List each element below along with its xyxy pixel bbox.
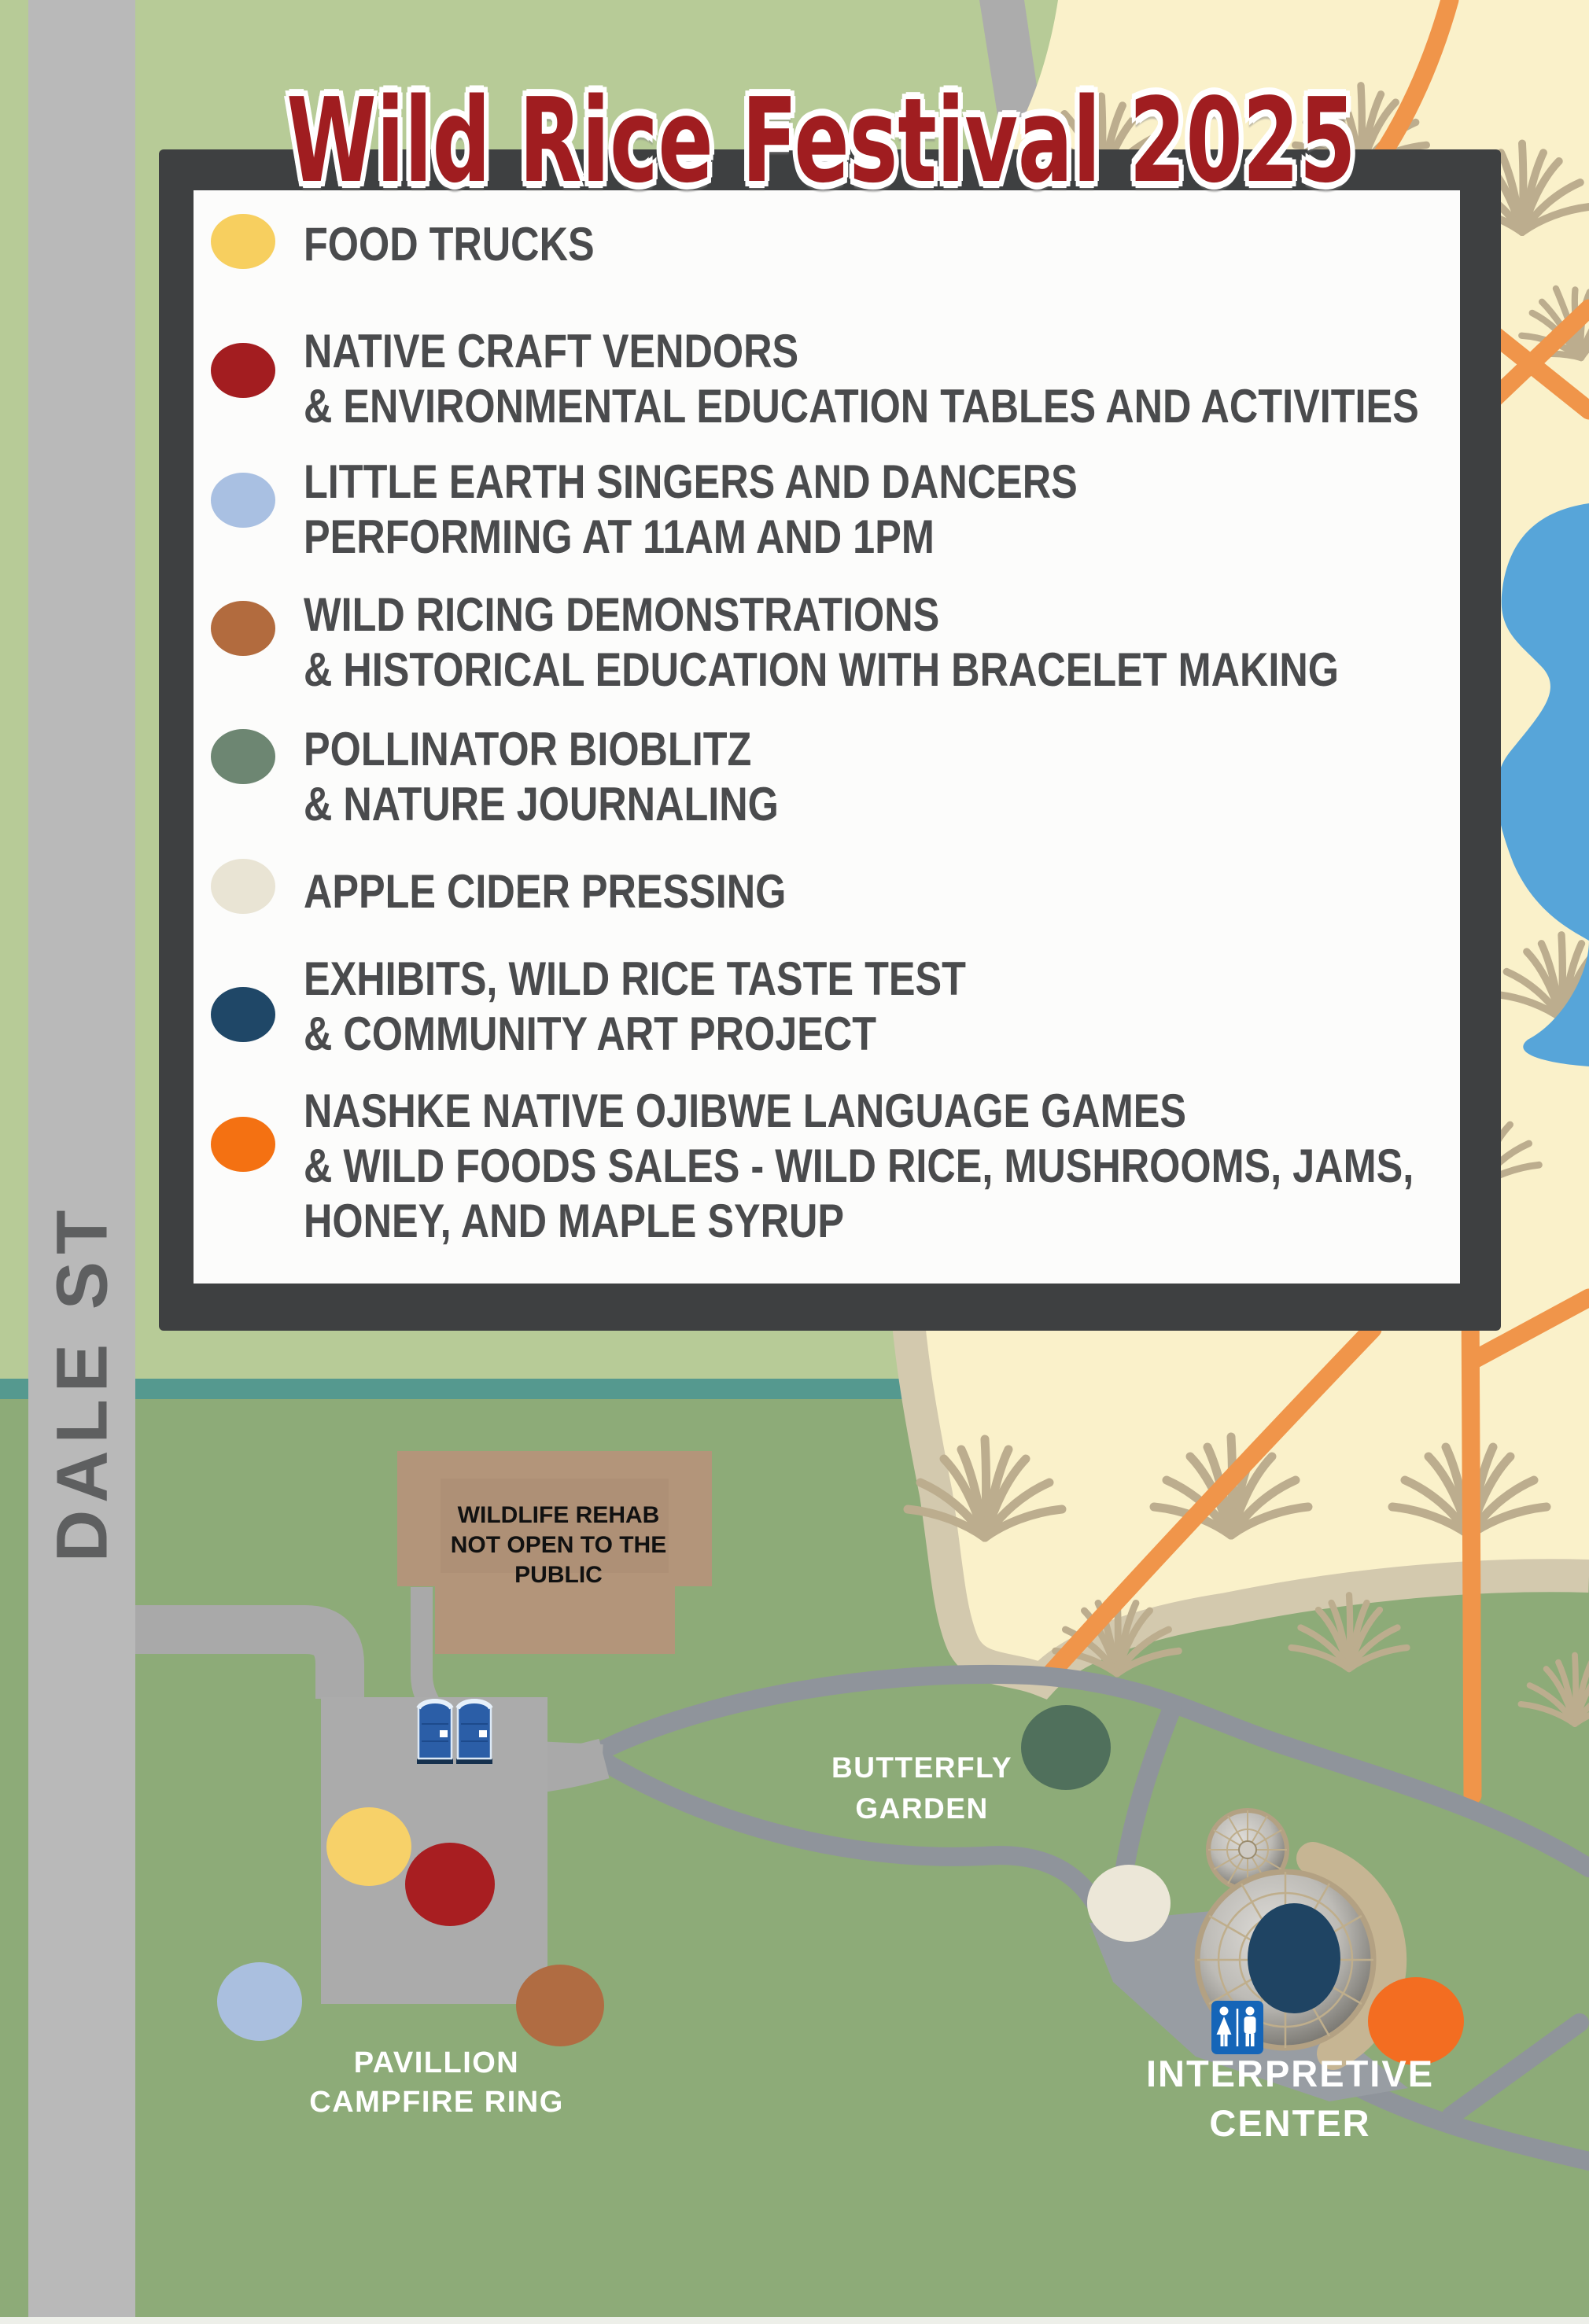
bottom-edge-strip [0, 2317, 1589, 2324]
map-marker-apple-cider [1087, 1865, 1171, 1942]
poster-title: Wild Rice Festival 2025 [286, 73, 1356, 208]
map-marker-little-earth-singers [217, 1962, 302, 2041]
legend-dot-native-craft [211, 343, 275, 398]
pavillion-campfire-label: PAVILLION CAMPFIRE RING [309, 2046, 564, 2119]
legend-item-little-earth: LITTLE EARTH SINGERS AND DANCERS PERFORMING AT 11AM AND 1PM [304, 455, 1078, 563]
dale-street-label: DALE ST [42, 1203, 123, 1563]
legend-item-wild-ricing: WILD RICING DEMONSTRATIONS & HISTORICAL EDUCATION WITH BRACELET MAKING [304, 588, 1339, 696]
map-marker-butterfly-garden [1021, 1705, 1111, 1790]
legend-dot-pollinator [211, 729, 275, 784]
legend-item-apple-cider: APPLE CIDER PRESSING [304, 865, 787, 918]
interpretive-center-label: INTERPRETIVE CENTER [1145, 2053, 1435, 2144]
legend-dot-apple-cider [211, 859, 275, 914]
butterfly-garden-label: BUTTERFLY GARDEN [831, 1751, 1013, 1825]
legend-dot-nashke [211, 1117, 275, 1172]
map-marker-wild-ricing [516, 1965, 604, 2046]
legend-item-native-craft: NATIVE CRAFT VENDORS & ENVIRONMENTAL EDUCATION TABLES AND ACTIVITIES [304, 325, 1419, 433]
legend-item-exhibits: EXHIBITS, WILD RICE TASTE TEST & COMMUNITY ART PROJECT [304, 952, 966, 1060]
map-marker-exhibits-wild-rice-taste-test [1248, 1903, 1340, 2013]
wildlife-rehab-label: WILDLIFE REHAB NOT OPEN TO THE PUBLIC [450, 1502, 667, 1588]
legend-item-pollinator: POLLINATOR BIOBLITZ & NATURE JOURNALING [304, 723, 779, 831]
portable-toilets-icon [415, 1696, 494, 1768]
map-marker-food-trucks [326, 1807, 411, 1886]
legend-dot-wild-ricing [211, 601, 275, 656]
legend-item-food-trucks: FOOD TRUCKS [304, 218, 595, 271]
legend-dot-exhibits [211, 987, 275, 1042]
legend-item-nashke: NASHKE NATIVE OJIBWE LANGUAGE GAMES & WILD FOODS SALES - WILD RICE, MUSHROOMS, JAMS, HONEY, AND MAPLE SYRUP [304, 1085, 1414, 1247]
dale-street-road [28, 0, 135, 2318]
legend-dot-little-earth [211, 473, 275, 528]
map-marker-native-craft-vendors [405, 1843, 495, 1926]
legend-dot-food-trucks [211, 214, 275, 269]
